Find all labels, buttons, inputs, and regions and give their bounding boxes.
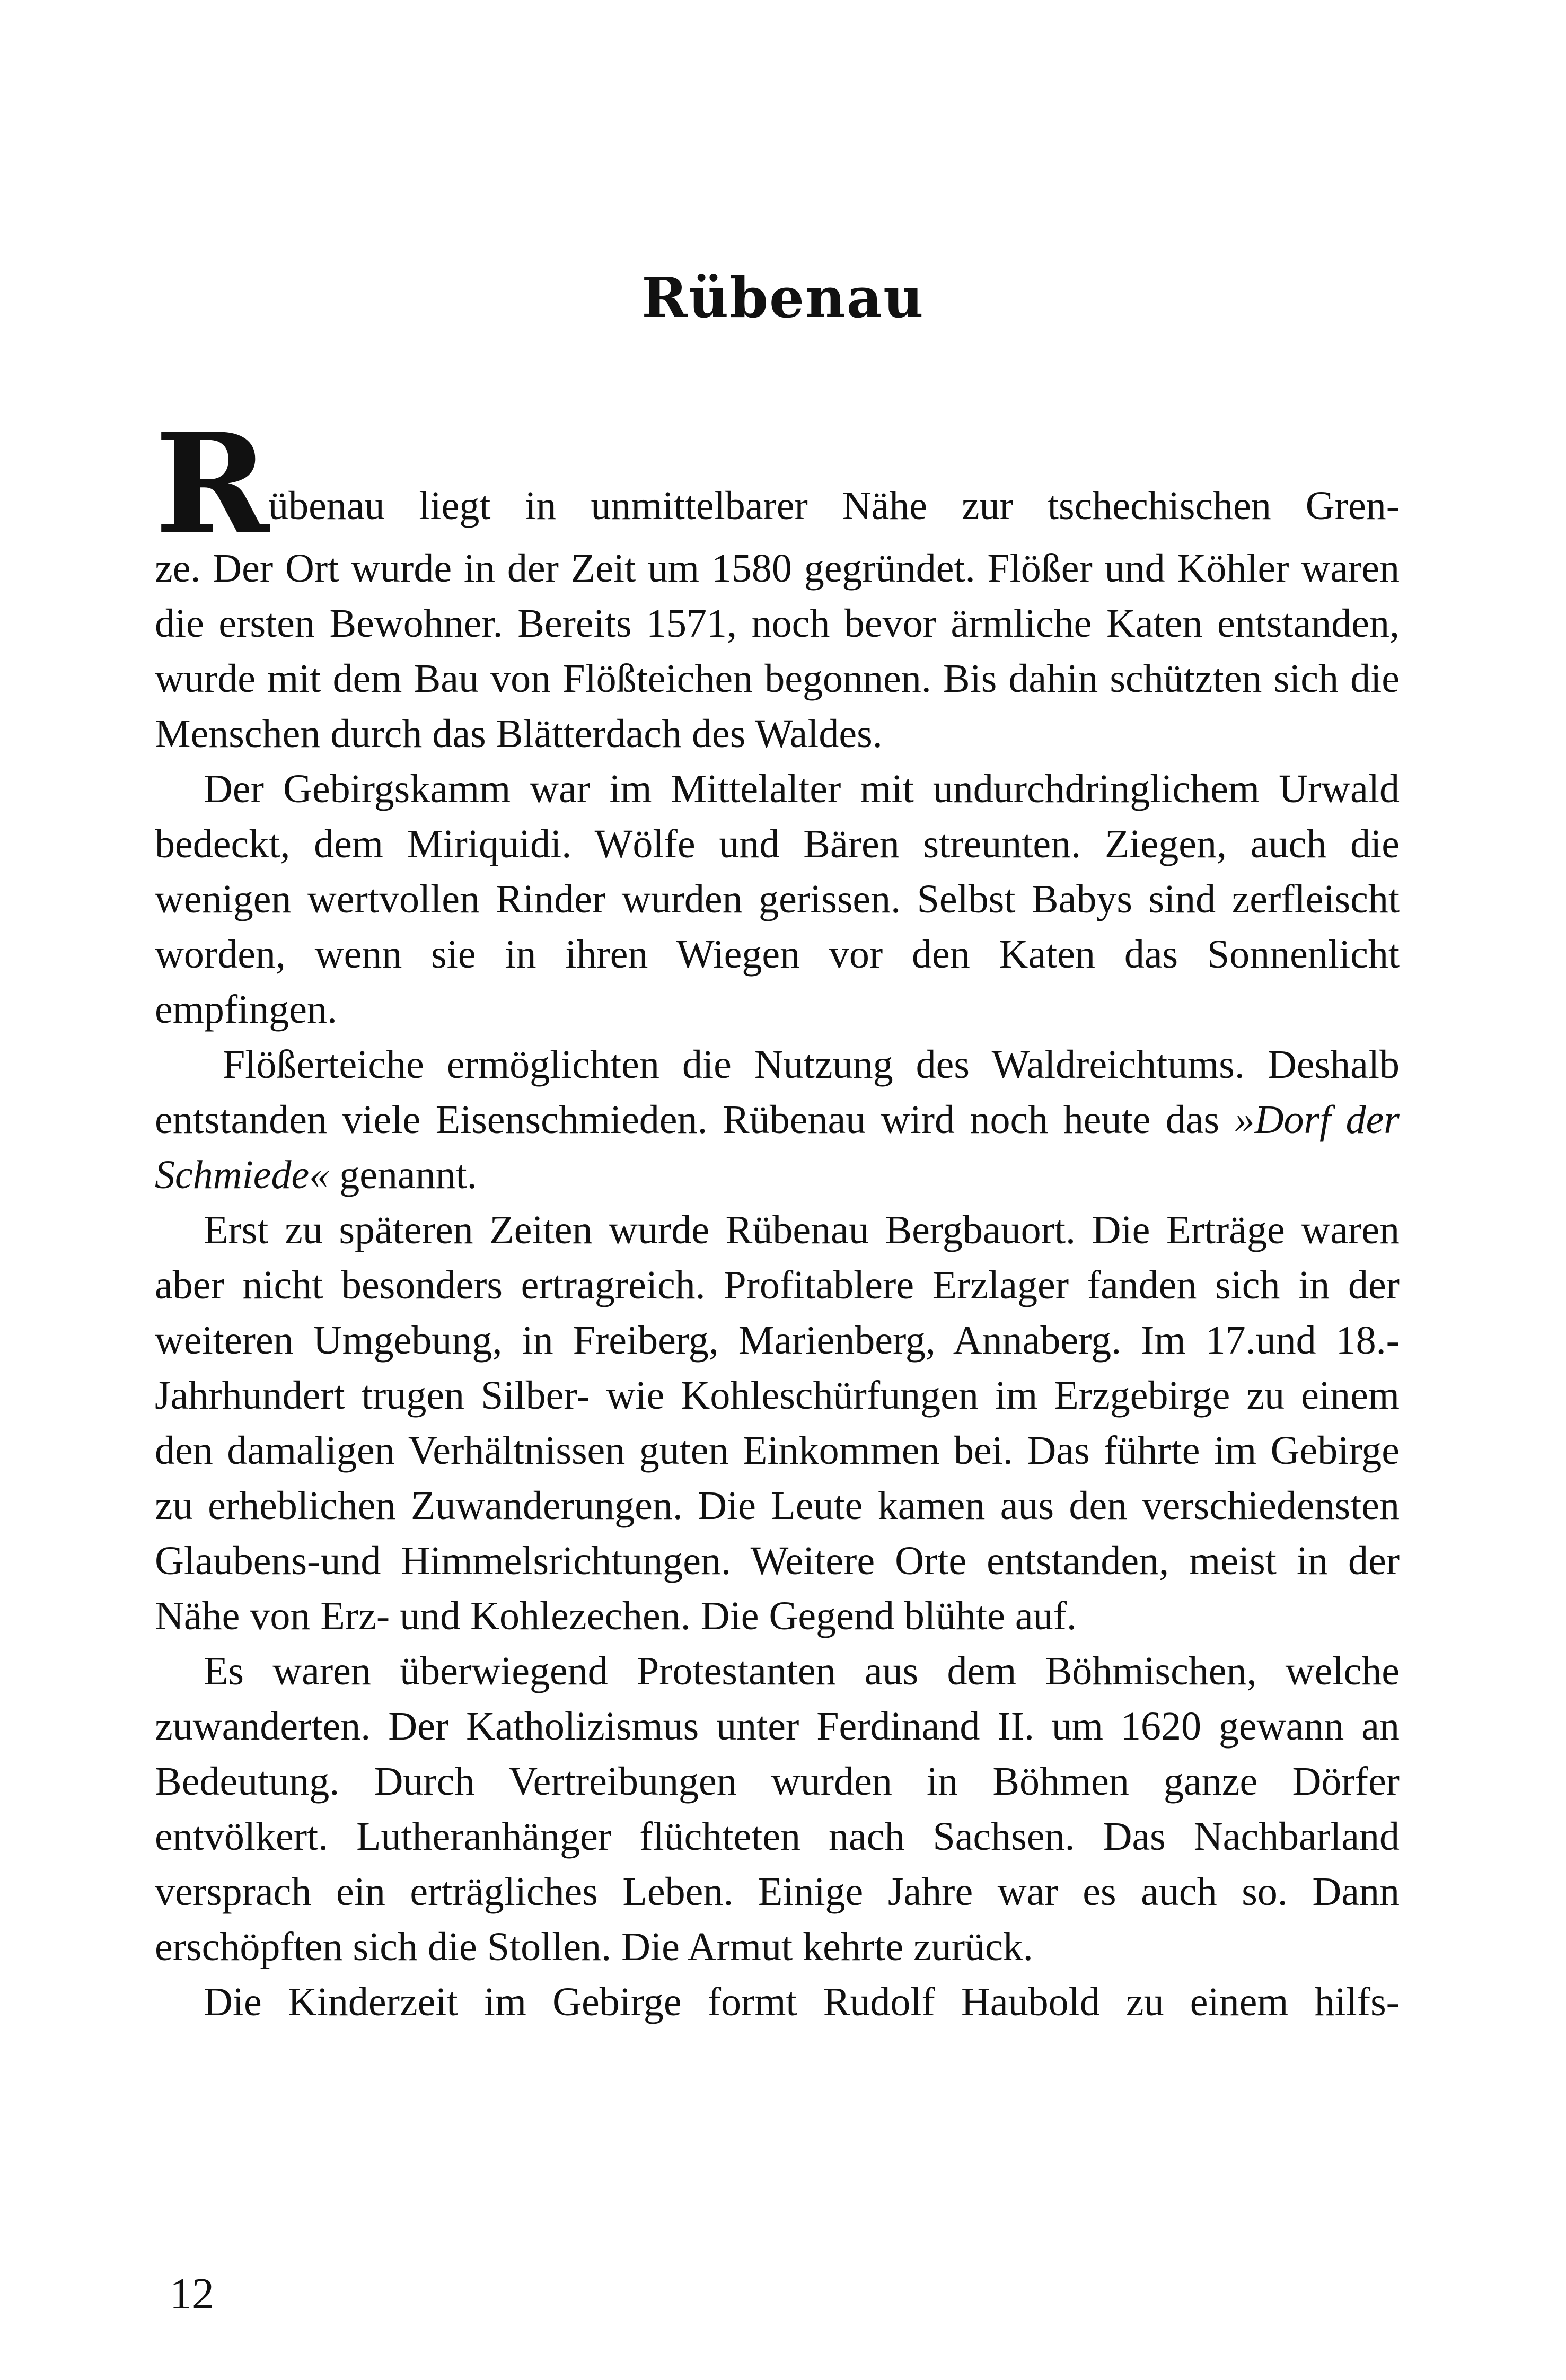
body-text bbox=[155, 403, 1400, 2030]
paragraph-5: Es waren überwiegend Protestanten aus dem Böhmischen, welche zuwanderten. Der Katholizismus unter Ferdinand II. um 1620 gewann an Bedeutung. Durch Vertreibungen wurden in Böhmen ganze Dörfer entvölkert. Lutheranhänger flüchteten nach Sachsen. Das Nachbarland versprach ein erträgliches Leben. Einige Jahre war es auch so. Dann erschöpften sich die Stollen. Die Armut kehrte zurück. bbox=[155, 1649, 1400, 1969]
paragraph-2: Der Gebirgskamm war im Mittelalter mit undurchdringlichem Urwald bedeckt, dem Miriquidi. Wölfe und Bären streunten. Ziegen, auch die wenigen wertvollen Rinder wurden gerissen. Selbst Babys sind zerfleischt worden, wenn sie in ihren Wiegen vor den Katen das Sonnenlicht empfingen. bbox=[155, 767, 1400, 1032]
paragraph-3-text-after: genannt. bbox=[329, 1153, 477, 1197]
chapter-title: Rübenau bbox=[641, 265, 925, 330]
paragraph-3-text-before: Flößerteiche ermöglichten die Nutzung des Waldreichtums. Deshalb entstanden viele Eisenschmieden. Rübenau wird noch heute das bbox=[155, 1042, 1400, 1142]
paragraph-1-continuation: ze. Der Ort wurde in der Zeit um 1580 gegründet. Flößer und Köhler waren die ersten Bewohner. Bereits 1571, noch bevor ärmliche Katen entstanden, wurde mit dem Bau von Flößteichen begonnen. Bis dahin schützten sich die Menschen durch das Blätterdach des Waldes. bbox=[155, 546, 1400, 756]
paragraph-6: Die Kinderzeit im Gebirge formt Rudolf Haubold zu einem hilfs- bbox=[204, 1980, 1400, 2024]
first-line bbox=[155, 403, 1400, 565]
first-line-text: übenau liegt in unmittelbarer Nähe zur tschechischen Gren- bbox=[268, 484, 1400, 528]
paragraph-3 bbox=[155, 1037, 1400, 1202]
page-number: 12 bbox=[170, 2269, 214, 2318]
paragraph-4: Erst zu späteren Zeiten wurde Rübenau Bergbauort. Die Erträge waren aber nicht besonders ertragreich. Profitablere Erzlager fanden sich in der weiteren Umgebung, in Freiberg, Marienberg, Annaberg. Im 17.und 18.- Jahrhundert trugen Silber- wie Kohleschürfungen im Erzgebirge zu einem den damaligen Verhältnissen guten Einkommen bei. Das führte im Gebirge zu erheblichen Zuwanderungen. Die Leute kamen aus den verschiedensten Glaubens-und Himmelsrichtungen. Weitere Orte entstanden, meist in der Nähe von Erz- und Kohlezechen. Die Gegend blühte auf. bbox=[155, 1208, 1400, 1638]
paragraph-3-emphasis: »Dorf der Schmiede« bbox=[155, 1097, 1400, 1197]
drop-cap: R bbox=[155, 403, 268, 565]
